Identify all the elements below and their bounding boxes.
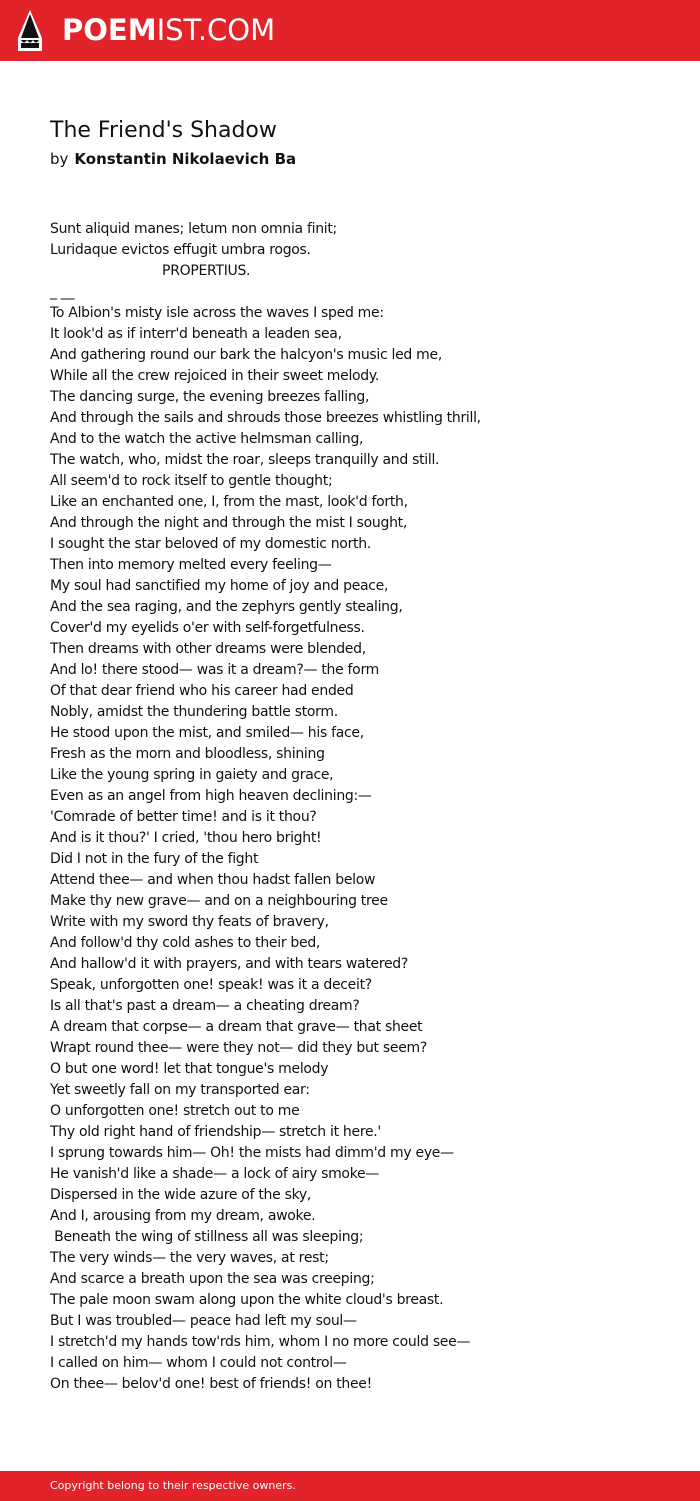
poem-line: The pale moon swam along upon the white cloud's breast.	[50, 1292, 444, 1308]
poem-line: O unforgotten one! stretch out to me	[50, 1103, 300, 1119]
poem-line: And lo! there stood— was it a dream?— the form	[50, 662, 379, 678]
byline	[50, 148, 296, 170]
poem-line: Thy old right hand of friendship— stretch it here.'	[50, 1124, 381, 1140]
poem-line: The very winds— the very waves, at rest;	[50, 1250, 329, 1266]
poem-line: And gathering round our bark the halcyon's music led me,	[50, 347, 442, 363]
pencil-icon[interactable]	[18, 10, 42, 51]
poem-line: Write with my sword thy feats of bravery,	[50, 914, 329, 930]
poem-line: The dancing surge, the evening breezes falling,	[50, 389, 370, 405]
poem-line: It look'd as if interr'd beneath a leaden sea,	[50, 326, 342, 342]
poem-line: He stood upon the mist, and smiled— his face,	[50, 725, 364, 741]
poem-line: Wrapt round thee— were they not— did they but seem?	[50, 1040, 427, 1056]
poem-line: Then dreams with other dreams were blended,	[50, 641, 366, 657]
poem-line: Did I not in the fury of the fight	[50, 851, 259, 867]
brand-bold: POEM	[62, 13, 157, 47]
poem-line: I sprung towards him— Oh! the mists had dimm'd my eye—	[50, 1145, 454, 1161]
author-name: Konstantin Nikolaevich Ba	[74, 150, 297, 168]
poem-body	[50, 219, 670, 1395]
poem-line: I called on him— whom I could not control—	[50, 1355, 347, 1371]
poem-line: A dream that corpse— a dream that grave— that sheet	[50, 1019, 423, 1035]
poem-line: Attend thee— and when thou hadst fallen below	[50, 872, 376, 888]
poem-line: And hallow'd it with prayers, and with tears watered?	[50, 956, 409, 972]
poem-line: Yet sweetly fall on my transported ear:	[50, 1082, 310, 1098]
poem-line: Like an enchanted one, I, from the mast, look'd forth,	[50, 494, 408, 510]
poem-line: My soul had sanctified my home of joy and peace,	[50, 578, 389, 594]
poem-line: Fresh as the morn and bloodless, shining	[50, 746, 325, 762]
poem-line: Is all that's past a dream— a cheating dream?	[50, 998, 360, 1014]
poem-line: While all the crew rejoiced in their sweet melody.	[50, 368, 380, 384]
poem-line: And to the watch the active helmsman calling,	[50, 431, 364, 447]
poem-line: Dispersed in the wide azure of the sky,	[50, 1187, 312, 1203]
poem-line: Sunt aliquid manes; letum non omnia finit;	[50, 221, 337, 237]
poem-line: I stretch'd my hands tow'rds him, whom I no more could see—	[50, 1334, 471, 1350]
poem-line: But I was troubled— peace had left my soul—	[50, 1313, 357, 1329]
poem-line: Luridaque evictos effugit umbra rogos.	[50, 242, 311, 258]
poem-line: And is it thou?' I cried, 'thou hero bright!	[50, 830, 322, 846]
by-label: by	[50, 150, 69, 168]
poem-line: I sought the star beloved of my domestic north.	[50, 536, 371, 552]
poem-line: Beneath the wing of stillness all was sleeping;	[50, 1229, 364, 1245]
site-header	[0, 0, 700, 61]
poem-line: Speak, unforgotten one! speak! was it a deceit?	[50, 977, 372, 993]
poem-line: And through the night and through the mist I sought,	[50, 515, 407, 531]
poem-title: The Friend's Shadow	[50, 118, 277, 143]
poem-line: All seem'd to rock itself to gentle thought;	[50, 473, 333, 489]
poem-line: He vanish'd like a shade— a lock of airy smoke—	[50, 1166, 380, 1182]
poem-line: On thee— belov'd one! best of friends! on thee!	[50, 1376, 372, 1392]
copyright-text: Copyright belong to their respective owners.	[50, 1479, 296, 1492]
poem-line: Nobly, amidst the thundering battle storm.	[50, 704, 338, 720]
poem-line: O but one word! let that tongue's melody	[50, 1061, 329, 1077]
poem-line: Cover'd my eyelids o'er with self-forgetfulness.	[50, 620, 365, 636]
poem-line: Of that dear friend who his career had ended	[50, 683, 354, 699]
poem-line: The watch, who, midst the roar, sleeps tranquilly and still.	[50, 452, 440, 468]
poem-line: Even as an angel from high heaven declining:—	[50, 788, 372, 804]
poem-line: PROPERTIUS.	[50, 263, 251, 279]
poem-line: And scarce a breath upon the sea was creeping;	[50, 1271, 375, 1287]
poem-line: And follow'd thy cold ashes to their bed,	[50, 935, 321, 951]
site-footer	[0, 1471, 700, 1501]
poem-line: And I, arousing from my dream, awoke.	[50, 1208, 316, 1224]
poem-line: And through the sails and shrouds those breezes whistling thrill,	[50, 410, 481, 426]
poem-line: To Albion's misty isle across the waves I sped me:	[50, 305, 384, 321]
poem-line: Then into memory melted every feeling—	[50, 557, 332, 573]
poem-line: _ __	[50, 284, 75, 300]
poem-line: 'Comrade of better time! and is it thou?	[50, 809, 317, 825]
brand-thin: IST.COM	[156, 13, 276, 47]
poem-line: Make thy new grave— and on a neighbouring tree	[50, 893, 388, 909]
poem-line: And the sea raging, and the zephyrs gently stealing,	[50, 599, 403, 615]
site-logo[interactable]	[62, 12, 275, 48]
poem-line: Like the young spring in gaiety and grace,	[50, 767, 334, 783]
